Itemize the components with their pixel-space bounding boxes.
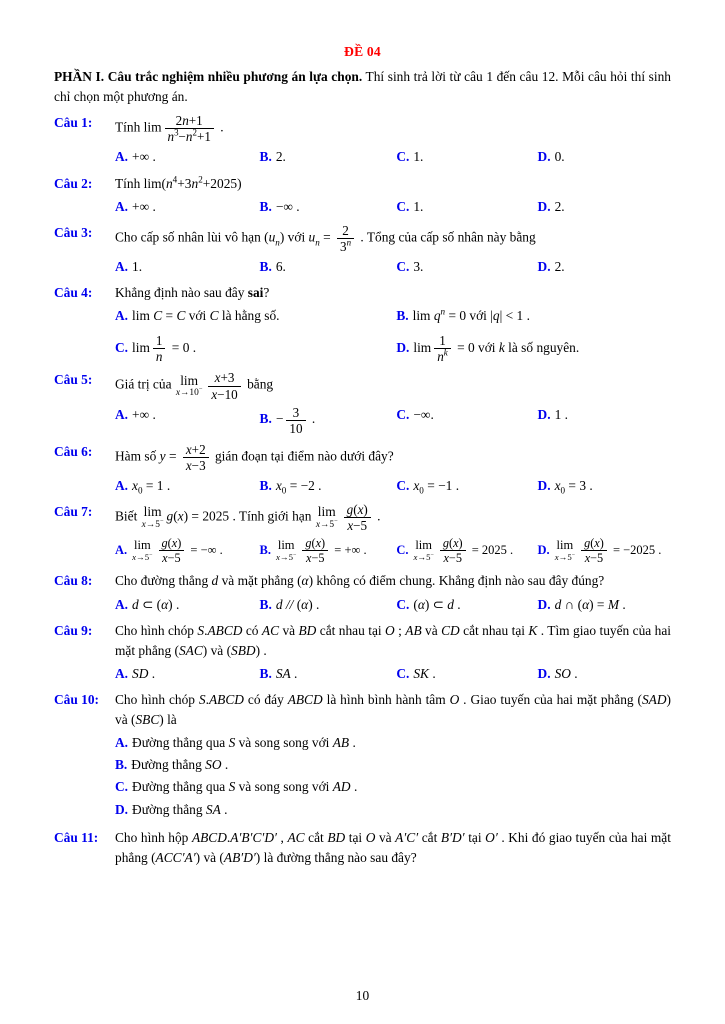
answer-option-B (260, 197, 397, 217)
answer-option-B (260, 536, 397, 565)
answer-text: +∞ . (132, 149, 156, 165)
answer-text: d // (α) . (275, 596, 320, 612)
answer-text: 1. (132, 258, 143, 274)
answer-letter: A. (115, 665, 129, 681)
answer-letter: D. (537, 478, 551, 493)
answer-text: −∞ . (275, 198, 300, 214)
answer-text: Đường thẳng SO . (131, 757, 229, 773)
limit-operator: lim x→5− (276, 538, 297, 562)
answer-letter: B. (259, 411, 272, 427)
answer-letter: D. (537, 596, 551, 612)
answer-option-C (115, 333, 396, 364)
question-8 (54, 571, 671, 614)
question-number: Câu 9: (54, 622, 93, 638)
question-stem: Tính lim $\frac{2n+1}{n^3-n^2+1}$ . (115, 113, 224, 145)
answer-letter: B. (259, 478, 272, 493)
answer-option-C (396, 595, 537, 615)
answer-text: lim x→5− $\frac{g(x)}{x-5}$ = −∞ . (132, 536, 223, 566)
answer-letter: A. (115, 735, 129, 751)
question-body (115, 571, 671, 614)
answer-letter: A. (115, 542, 128, 557)
answer-letter: C. (396, 406, 410, 422)
answer-letter: A. (115, 478, 129, 493)
answer-option-D (538, 664, 671, 684)
answer-option-A (115, 476, 260, 496)
answer-text: $x_0 = -2$ . (275, 478, 322, 496)
answer-letter: B. (259, 542, 272, 557)
limit-operator: lim x→5− (554, 538, 576, 562)
answer-options (115, 197, 671, 217)
question-stem: Tính $\lim(n^4+3n^2+2025)$ (115, 174, 242, 191)
fraction: $\frac{g(x)}{x-5}$ (440, 536, 466, 565)
answer-options (115, 257, 671, 277)
fraction: $\frac{2n+1}{n^3-n^2+1}$ (165, 113, 214, 144)
answer-letter: B. (259, 665, 272, 681)
answer-option-B (260, 257, 397, 277)
fraction: $\frac{x+3}{x-10}$ (208, 370, 240, 401)
question-6 (54, 442, 671, 496)
answer-text: 2. (554, 198, 565, 214)
answer-option-A (115, 405, 260, 425)
answer-text: lim x→5− $\frac{g(x)}{x-5}$ = 2025 . (413, 536, 514, 566)
answer-text: lim C = C với C là hằng số. (132, 308, 280, 324)
answer-options (115, 733, 671, 819)
question-body (115, 690, 671, 822)
answer-option-A (115, 197, 260, 217)
answer-letter: C. (396, 258, 410, 274)
answer-option-B (260, 664, 397, 684)
question-number: Câu 8: (54, 573, 93, 589)
answer-option-C (396, 257, 537, 277)
answer-letter: D. (115, 801, 129, 817)
answer-letter: C. (396, 542, 409, 557)
answer-option-D (538, 595, 671, 615)
answer-text: +∞ . (132, 406, 156, 422)
answer-letter: C. (396, 596, 410, 612)
answer-text: d ⊂ (α) . (132, 596, 180, 612)
question-number: Câu 5: (54, 372, 93, 388)
answer-options (115, 536, 671, 565)
question-body (115, 370, 671, 435)
answer-option-C (396, 476, 537, 496)
answer-letter: B. (259, 198, 272, 214)
question-stem: Biết lim x→5− g(x) = 2025 . Tính giới hạn lim x→5− $\frac{g(x)}{x-5}$ . (115, 502, 381, 534)
question-3 (54, 223, 671, 277)
limit-operator: lim x→10− (175, 372, 203, 399)
answer-text: 6. (275, 258, 286, 274)
answer-text: $x_0 = 3$ . (554, 478, 593, 496)
question-9 (54, 621, 671, 684)
answer-option-A (115, 306, 396, 326)
answer-option-D (538, 197, 671, 217)
answer-options (115, 405, 671, 436)
answer-option-D (396, 333, 671, 364)
answer-option-D (538, 405, 671, 425)
answer-text: 1 . (554, 406, 568, 422)
answer-text: $x_0 = 1$ . (132, 478, 171, 496)
question-body (115, 502, 671, 565)
question-body (115, 283, 671, 364)
fraction: $\frac{1}{n^k}$ (434, 333, 451, 364)
answer-text: lim $\frac{1}{n^k}$ = 0 với k là số nguyên. (413, 333, 580, 365)
answer-letter: D. (537, 149, 551, 165)
answer-letter: D. (537, 665, 551, 681)
question-stem: Hàm số y = $\frac{x+2}{x-3}$ gián đoạn tại điểm nào dưới đây? (115, 441, 394, 473)
answer-text: Đường thẳng qua S và song song với AD . (132, 779, 358, 795)
answer-letter: C. (115, 779, 129, 795)
answer-options (115, 147, 671, 167)
limit-operator: lim x→5− (132, 538, 153, 562)
question-number: Câu 11: (54, 829, 99, 845)
answer-option-D (538, 476, 671, 496)
answer-letter: C. (396, 665, 410, 681)
question-body (115, 621, 671, 684)
answer-option-B (115, 755, 671, 775)
page-title: ĐỀ 04 (344, 44, 381, 59)
answer-letter: D. (537, 258, 551, 274)
fraction: $\frac{g(x)}{x-5}$ (581, 536, 607, 565)
answer-option-B (396, 306, 671, 326)
fraction: $\frac{1}{n}$ (153, 333, 166, 364)
fraction: $\frac{g(x)}{x-5}$ (344, 502, 371, 533)
part-1-heading: PHẦN I. Câu trắc nghiệm nhiều phương án lựa chọn. (54, 69, 363, 84)
answer-text: 0. (554, 149, 565, 165)
questions-list (54, 113, 671, 868)
question-stem: Khẳng định nào sau đây sai? (115, 285, 270, 301)
fraction: $\frac{g(x)}{x-5}$ (159, 536, 185, 565)
question-body (115, 223, 671, 277)
answer-option-C (396, 536, 537, 565)
answer-letter: B. (396, 308, 409, 324)
question-stem: Cho hình chóp S.ABCD có đáy ABCD là hình bình hành tâm O . Giao tuyến của hai mặt phẳng (SAD) và (SBC) là (115, 692, 671, 728)
answer-option-C (396, 405, 537, 425)
answer-option-B (260, 405, 397, 436)
answer-option-A (115, 595, 260, 615)
answer-text: SD . (132, 665, 156, 681)
answer-text: SA . (275, 665, 298, 681)
part-1-instructions-text: Thí sinh trả lời từ câu 1 đến câu 12. Mỗi câu hỏi thí sinh chỉ chọn một phương án. (54, 69, 671, 105)
question-number: Câu 4: (54, 285, 93, 301)
answer-letter: C. (115, 339, 129, 355)
question-number: Câu 6: (54, 443, 93, 459)
limit-operator: lim x→5− (141, 504, 164, 530)
answer-text: Đường thẳng qua S và song song với AB . (132, 735, 356, 751)
page-number: 10 (355, 988, 370, 1003)
fraction: $\frac{2}{3^n}$ (337, 223, 354, 254)
answer-letter: A. (115, 198, 129, 214)
answer-text: Đường thẳng SA . (132, 801, 228, 817)
answer-option-A (115, 536, 260, 565)
question-stem: Cho cấp số nhân lùi vô hạn $(u_n)$ với $u_n$ = $\frac{2}{3^n}$ . Tổng của cấp số nhân này bằng (115, 222, 536, 254)
answer-option-C (396, 664, 537, 684)
answer-text: 2. (275, 149, 286, 165)
answer-letter: D. (537, 406, 551, 422)
question-body (115, 113, 671, 167)
answer-text: 3. (413, 258, 424, 274)
answer-option-D (538, 536, 671, 565)
fraction: $\frac{x+2}{x-3}$ (183, 442, 209, 473)
answer-letter: B. (115, 757, 128, 773)
question-4 (54, 283, 671, 364)
part-1-instructions (54, 67, 671, 107)
answer-letter: D. (537, 198, 551, 214)
fraction: $\frac{3}{10}$ (286, 405, 305, 436)
answer-letter: B. (259, 596, 272, 612)
answer-options (115, 664, 671, 684)
question-body (115, 828, 671, 868)
answer-option-C (115, 777, 671, 797)
answer-letter: D. (537, 542, 550, 557)
answer-text: (α) ⊂ d . (413, 596, 461, 612)
question-body (115, 442, 671, 496)
answer-text: +∞ . (132, 198, 156, 214)
answer-options (115, 595, 671, 615)
answer-option-B (260, 476, 397, 496)
question-number: Câu 10: (54, 692, 100, 707)
answer-option-B (260, 147, 397, 167)
answer-option-A (115, 257, 260, 277)
question-10 (54, 690, 671, 822)
answer-option-A (115, 147, 260, 167)
question-11 (54, 828, 671, 868)
answer-option-A (115, 664, 260, 684)
answer-option-C (396, 197, 537, 217)
question-1 (54, 113, 671, 167)
answer-option-D (115, 800, 671, 820)
question-body (115, 174, 671, 217)
question-7 (54, 502, 671, 565)
answer-letter: B. (259, 149, 272, 165)
answer-text: 1. (413, 198, 424, 214)
answer-option-D (538, 147, 671, 167)
answer-options (115, 476, 671, 496)
answer-text: lim x→5− $\frac{g(x)}{x-5}$ = +∞ . (276, 536, 367, 566)
answer-letter: C. (396, 149, 410, 165)
answer-text: $\lim q^n = 0$ với |q| < 1 . (412, 306, 530, 324)
fraction: $\frac{g(x)}{x-5}$ (302, 536, 328, 565)
question-stem: Cho hình chóp S.ABCD có AC và BD cắt nhau tại O ; AB và CD cắt nhau tại K . Tìm giao tuyến của hai mặt phẳng (SAC) và (SBD) . (115, 622, 671, 658)
answer-option-C (396, 147, 537, 167)
answer-letter: B. (259, 258, 272, 274)
answer-options (115, 306, 671, 364)
question-stem: Cho đường thẳng d và mặt phẳng (α) không có điểm chung. Khẳng định nào sau đây đúng? (115, 573, 605, 589)
question-number: Câu 3: (54, 224, 93, 240)
question-2 (54, 174, 671, 217)
limit-operator: lim x→5− (413, 538, 434, 562)
question-number: Câu 2: (54, 175, 93, 191)
answer-letter: A. (115, 258, 129, 274)
answer-text: − $\frac{3}{10}$ . (275, 404, 316, 436)
question-5 (54, 370, 671, 435)
answer-option-B (260, 595, 397, 615)
answer-letter: D. (396, 339, 410, 355)
limit-operator: lim x→5− (315, 504, 338, 530)
answer-text: −∞. (413, 406, 434, 422)
question-number: Câu 7: (54, 504, 93, 520)
answer-text: 1. (413, 149, 424, 165)
answer-letter: A. (115, 596, 129, 612)
answer-text: SO . (554, 665, 578, 681)
answer-text: $x_0 = -1$ . (413, 478, 460, 496)
answer-text: d ∩ (α) = M . (554, 596, 626, 612)
question-number: Câu 1: (54, 115, 93, 131)
answer-option-D (538, 257, 671, 277)
answer-text: lim $\frac{1}{n}$ = 0 . (132, 333, 197, 365)
answer-letter: A. (115, 406, 129, 422)
question-stem: Giá trị của lim x→10− $\frac{x+3}{x-10}$ bằng (115, 370, 274, 402)
answer-letter: C. (396, 478, 410, 493)
answer-text: 2. (554, 258, 565, 274)
answer-letter: A. (115, 308, 129, 324)
answer-text: lim x→5− $\frac{g(x)}{x-5}$ = −2025 . (554, 536, 662, 566)
answer-option-A (115, 733, 671, 753)
answer-text: SK . (413, 665, 436, 681)
answer-letter: A. (115, 149, 129, 165)
question-stem: Cho hình hộp ABCD.A′B′C′D′ , AC cắt BD tại O và A′C′ cắt B′D′ tại O′ . Khi đó giao tuyến của hai mặt phẳng (ACC′A′) và (AB′D′) là đường thẳng nào sau đây? (115, 829, 671, 865)
answer-letter: C. (396, 198, 410, 214)
